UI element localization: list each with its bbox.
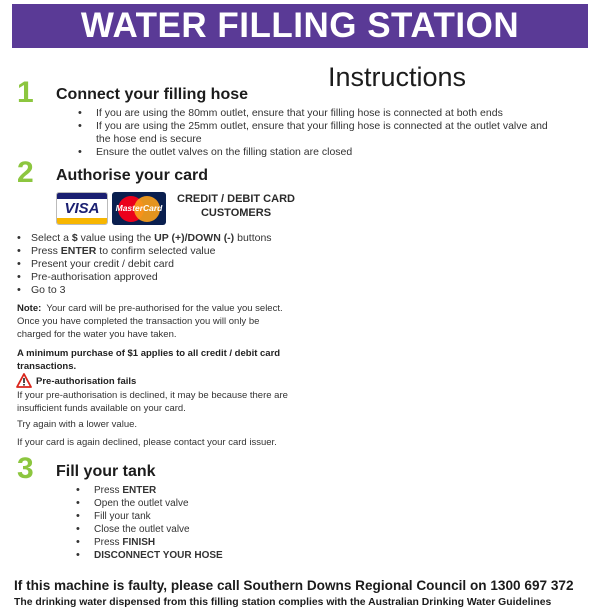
faulty-machine-notice: If this machine is faulty, please call Southern Downs Regional Council on 1300 697 372 [14, 578, 574, 593]
try-again-text: Try again with a lower value. [17, 419, 138, 430]
step-2-title: Authorise your card [56, 167, 209, 184]
list-item: • Present your credit / debit card [17, 258, 337, 271]
list-item: • DISCONNECT YOUR HOSE [76, 549, 376, 562]
note-paragraph: Note: Your card will be pre-authorised for the value you select. Once you have completed the transaction you will only be charged for the water you have taken. [17, 303, 283, 340]
banner-title: WATER FILLING STATION [80, 6, 520, 45]
title-banner [12, 4, 588, 48]
contact-issuer-text: If your card is again declined, please contact your card issuer. [17, 437, 277, 448]
step-3-number: 3 [17, 452, 34, 485]
step-1-list [78, 107, 548, 159]
step-2-number: 2 [17, 156, 34, 189]
visa-logo: VISA [56, 192, 108, 225]
list-item: • Press ENTER [76, 484, 376, 497]
list-item: • Press FINISH [76, 536, 376, 549]
step-3-list [76, 484, 376, 562]
step-1-number: 1 [17, 76, 34, 109]
step-2-list [17, 232, 337, 297]
list-item: • Close the outlet valve [76, 523, 376, 536]
minimum-purchase-note: A minimum purchase of $1 applies to all credit / debit card transactions. [17, 348, 281, 372]
step-1-title: Connect your filling hose [56, 86, 249, 103]
list-item: • Press ENTER to confirm selected value [17, 245, 337, 258]
water-compliance-notice: The drinking water dispensed from this filling station complies with the Australian Drinking Water Guidelines [14, 597, 552, 608]
declined-paragraph: If your pre-authorisation is declined, it may be because there are insufficient funds available on your card. [17, 390, 288, 414]
step-3-title: Fill your tank [56, 463, 156, 480]
list-item: • Ensure the outlet valves on the filling station are closed [78, 146, 548, 159]
list-item: • Fill your tank [76, 510, 376, 523]
instructions-heading: Instructions [328, 62, 467, 92]
list-item: • Open the outlet valve [76, 497, 376, 510]
list-item: • Go to 3 [17, 284, 337, 297]
list-item: • If you are using the 25mm outlet, ensure that your filling hose is connected at the outlet valve and the hose end is secure [78, 120, 548, 146]
list-item: • If you are using the 80mm outlet, ensure that your filling hose is connected at both ends [78, 107, 548, 120]
warning-title: Pre-authorisation fails [36, 376, 137, 387]
warning-icon [16, 373, 32, 388]
card-customers-heading: CREDIT / DEBIT CARD CUSTOMERS [177, 193, 295, 219]
list-item: • Pre-authorisation approved [17, 271, 337, 284]
mastercard-logo: MasterCard [112, 192, 166, 225]
list-item: • Select a $ value using the UP (+)/DOWN (-) buttons [17, 232, 337, 245]
